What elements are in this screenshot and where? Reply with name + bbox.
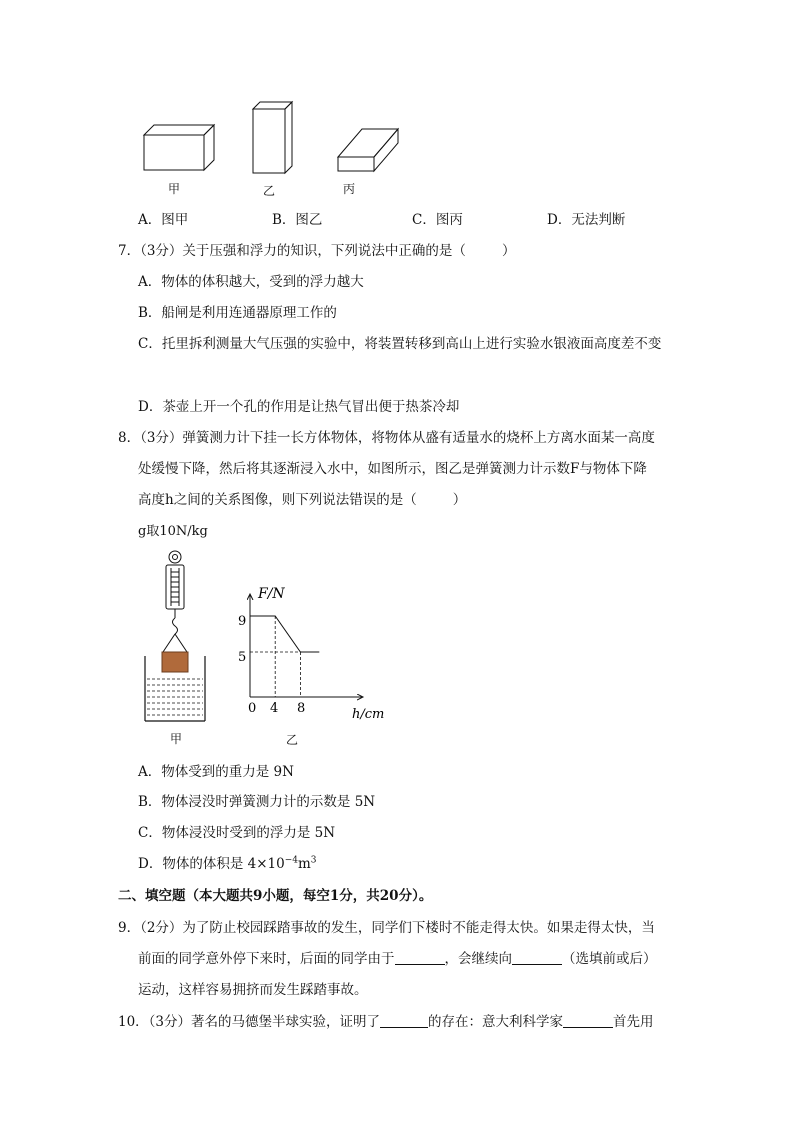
q9-blank-2[interactable] [512,950,562,965]
q8-option-d-exp: −4 [284,855,298,866]
x-tick-4: 4 [270,701,279,716]
q8-fig-label-yi: 乙 [286,733,299,747]
q10-blank-2[interactable] [563,1013,613,1028]
q9-line-3: 运动，这样容易拥挤而发生踩踏事故。 [138,982,368,998]
fig-label-bing: 丙 [343,182,356,196]
q7-stem [118,239,515,259]
q7-option-b[interactable]: B．船闸是利用连通器原理工作的 [138,305,337,321]
q8-option-a[interactable]: A．物体受到的重力是 9N [138,764,294,780]
q7-option-d[interactable]: D．茶壶上开一个孔的作用是让热气冒出便于热茶冷却 [138,399,460,415]
box-jia [144,125,214,170]
fig-label-jia: 甲 [168,182,181,196]
force-height-line [250,616,319,652]
q9-blank-1[interactable] [395,950,445,965]
q9-line-2 [138,947,657,967]
q8-stem-text: 高度h之间的关系图像，则下列说法错误的是（ [138,492,417,508]
q7-stem-text: 7．（3分）关于压强和浮力的知识，下列说法中正确的是（ [118,243,466,259]
q7-stem-end: ） [501,243,516,259]
y-axis-label: F/N [258,586,285,602]
q8-option-d-text: D．物体的体积是 4×10 [138,856,285,872]
q6-option-c[interactable]: C．图丙 [412,212,463,228]
q8-option-d-unit-exp: 3 [310,855,317,866]
y-tick-5: 5 [238,650,247,665]
hanging-block [162,652,188,672]
y-tick-9: 9 [238,614,247,629]
q10-part-b: 的存在：意大利科学家 [428,1014,564,1030]
box-bing [338,129,398,171]
q7-option-c[interactable]: C．托里拆利测量大气压强的实验中，将装置转移到高山上进行实验水银液面高度差不变 [138,336,662,352]
q8-option-d-unit: m [297,856,311,872]
x-tick-8: 8 [297,701,306,716]
q7-option-a[interactable]: A．物体的体积越大，受到的浮力越大 [138,274,364,290]
x-axis-label: h/cm [352,707,385,720]
force-height-chart [228,580,398,720]
x-tick-0: 0 [248,701,257,716]
q9-line-2-c: （选填前或后） [562,951,657,967]
q8-fig-label-jia: 甲 [170,732,183,746]
q8-stem-line-1: 8．（3分）弹簧测力计下挂一长方体物体，将物体从盛有适量水的烧杯上方离水面某一高度 [118,430,655,446]
section-heading-fill-in: 二、填空题（本大题共9小题，每空1分，共20分）。 [118,888,433,904]
q9-line-1: 9．（2分）为了防止校园踩踏事故的发生，同学们下楼时不能走得太快。如果走得太快，当 [118,920,655,936]
q6-option-a[interactable]: A．图甲 [138,212,189,228]
q8-option-d[interactable] [138,852,317,872]
q10-blank-1[interactable] [380,1013,428,1028]
q6-option-d[interactable]: D．无法判断 [547,212,626,228]
q8-option-b[interactable]: B．物体浸没时弹簧测力计的示数是 5N [138,794,376,810]
box-yi [253,102,292,173]
q6-figures [130,95,420,180]
q10-part-c: 首先用 [613,1014,654,1030]
q6-option-b[interactable]: B．图乙 [272,212,323,228]
q10-line-1 [118,1010,654,1030]
q8-option-c[interactable]: C．物体浸没时受到的浮力是 5N [138,825,336,841]
fig-label-yi: 乙 [263,184,276,198]
q10-part-a: 10．（3分）著名的马德堡半球实验，证明了 [118,1014,381,1030]
q8-stem-line-2: 处缓慢下降，然后将其逐渐浸入水中，如图所示，图乙是弹簧测力计示数F与物体下降 [138,461,647,477]
q9-line-2-b: ，会继续向 [444,951,512,967]
q8-note: g取10N/kg [138,524,208,539]
q8-stem-line-3 [138,488,466,508]
q8-stem-end: ） [452,492,467,508]
spring-scale-beaker-figure [135,548,215,728]
q9-line-2-a: 前面的同学意外停下来时，后面的同学由于 [138,951,395,967]
